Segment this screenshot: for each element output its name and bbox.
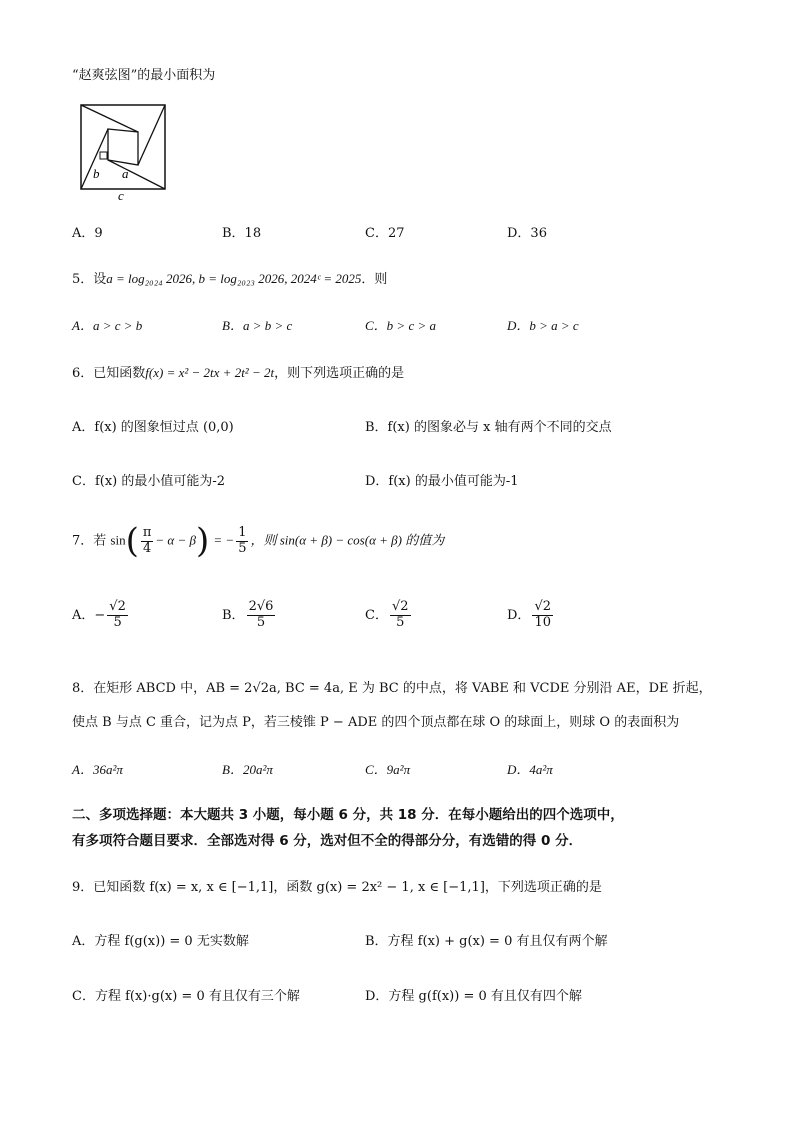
q7-a-num: √2 — [109, 599, 126, 614]
label-a: a — [122, 166, 129, 181]
q5-option-d[interactable]: D．b > a > c — [507, 318, 579, 333]
q8-option-c[interactable]: C．9a²π — [365, 762, 411, 777]
q7-suffix: ，则 sin(α + β) − cos(α + β) 的值为 — [250, 532, 445, 548]
q7-c-frac — [390, 600, 411, 631]
q7-one-fifth — [236, 526, 248, 557]
q4-text: “赵爽弦图”的最小面积为 — [72, 68, 216, 83]
q7-eq: = − — [213, 532, 235, 548]
q7-prefix: 7．若 — [72, 533, 107, 549]
label-b: b — [93, 166, 100, 181]
q4-option-b[interactable]: B．18 — [222, 226, 262, 241]
q7-d-den: 10 — [534, 614, 551, 630]
q7-a-sign: − — [94, 607, 106, 623]
section2-heading-line1: 二、多项选择题：本大题共 3 小题，每小题 6 分，共 18 分．在每小题给出的四个选项中， — [72, 807, 624, 823]
q5-expr: a = log₂₀₂₄ 2026, b = log₂₀₂₃ 2026, 2024ᶜ = 2025 — [106, 271, 362, 286]
q4-option-d[interactable]: D．36 — [507, 226, 547, 241]
q7-a-frac — [107, 600, 128, 631]
q7-one: 1 — [238, 524, 247, 540]
q7-option-d[interactable] — [507, 600, 555, 631]
q4-option-c[interactable]: C．27 — [365, 226, 405, 241]
q8-line1: 8．在矩形 ABCD 中，AB = 2√2a, BC = 4a, E 为 BC 的中点，将 VABE 和 VCDE 分别沿 AE，DE 折起， — [72, 681, 712, 696]
q9-option-b[interactable]: B．方程 f(x) + g(x) = 0 有且仅有两个解 — [365, 934, 608, 949]
q7-b-frac — [247, 600, 276, 631]
q6-option-a[interactable]: A．f(x) 的图象恒过点 (0,0) — [72, 420, 234, 435]
q7-a-label: A． — [72, 607, 95, 623]
q7-sin: sin — [110, 532, 126, 548]
zhao-shuang-figure — [76, 102, 172, 202]
label-c: c — [118, 188, 124, 202]
q7-d-label: D． — [507, 607, 531, 623]
q7-five: 5 — [238, 540, 247, 556]
inner-line-3 — [138, 105, 165, 165]
q6-suffix: ，则下列选项正确的是 — [274, 366, 405, 381]
q7-text — [72, 521, 445, 561]
q6-prefix: 6．已知函数 — [72, 366, 146, 381]
q7-paren-right: ) — [196, 521, 210, 561]
q4-option-a[interactable]: A．9 — [72, 226, 103, 241]
q8-line2: 使点 B 与点 C 重合，记为点 P，若三棱锥 P − ADE 的四个顶点都在球 O 的球面上，则球 O 的表面积为 — [72, 715, 680, 730]
q7-option-a[interactable] — [72, 600, 130, 631]
right-angle-mark — [100, 152, 107, 159]
q7-pi: π — [142, 524, 152, 540]
q7-d-num: √2 — [534, 599, 551, 614]
q6-text — [72, 362, 404, 381]
q6-option-d[interactable]: D．f(x) 的最小值可能为-1 — [365, 474, 519, 489]
q7-mid: − α − β — [155, 532, 196, 548]
q7-b-den: 5 — [256, 614, 266, 630]
q9-option-c[interactable]: C．方程 f(x)·g(x) = 0 有且仅有三个解 — [72, 989, 300, 1004]
q5-prefix: 5．设 — [72, 272, 107, 287]
q7-pi-over-4 — [141, 526, 154, 557]
q7-c-den: 5 — [396, 614, 405, 630]
q7-b-label: B． — [222, 607, 245, 623]
q7-b-num: 2√6 — [248, 599, 274, 614]
q5-option-c[interactable]: C．b > c > a — [365, 318, 436, 333]
q5-option-a[interactable]: A．a > c > b — [72, 318, 143, 333]
q7-d-frac — [532, 600, 553, 631]
section2-heading-line2: 有多项符合题目要求．全部选对得 6 分，选对但不全的得部分分，有选错的得 0 分． — [72, 833, 583, 849]
inner-square — [108, 129, 138, 165]
q6-option-c[interactable]: C．f(x) 的最小值可能为-2 — [72, 474, 226, 489]
q8-option-a[interactable]: A．36a²π — [72, 762, 123, 777]
q7-c-num: √2 — [391, 599, 409, 614]
q7-four: 4 — [142, 540, 152, 556]
q6-option-b[interactable]: B．f(x) 的图象必与 x 轴有两个不同的交点 — [365, 420, 612, 435]
q7-option-c[interactable] — [365, 600, 413, 631]
q5-option-b[interactable]: B．a > b > c — [222, 318, 293, 333]
inner-line-2 — [81, 105, 138, 132]
q5-text — [72, 268, 387, 287]
q9-option-d[interactable]: D．方程 g(f(x)) = 0 有且仅有四个解 — [365, 989, 582, 1004]
q8-option-d[interactable]: D．4a²π — [507, 762, 553, 777]
q7-paren-left: ( — [125, 521, 139, 561]
q9-option-a[interactable]: A．方程 f(g(x)) = 0 无实数解 — [72, 934, 249, 949]
q5-suffix: ．则 — [361, 272, 388, 287]
q7-c-label: C． — [365, 607, 388, 623]
q7-option-b[interactable] — [222, 600, 277, 631]
q9-text: 9．已知函数 f(x) = x, x ∈ [−1,1]，函数 g(x) = 2x² − 1, x ∈ [−1,1]，下列选项正确的是 — [72, 880, 602, 895]
q7-a-den: 5 — [113, 614, 122, 630]
q6-expr: f(x) = x² − 2tx + 2t² − 2t — [145, 365, 275, 380]
q8-option-b[interactable]: B．20a²π — [222, 762, 273, 777]
